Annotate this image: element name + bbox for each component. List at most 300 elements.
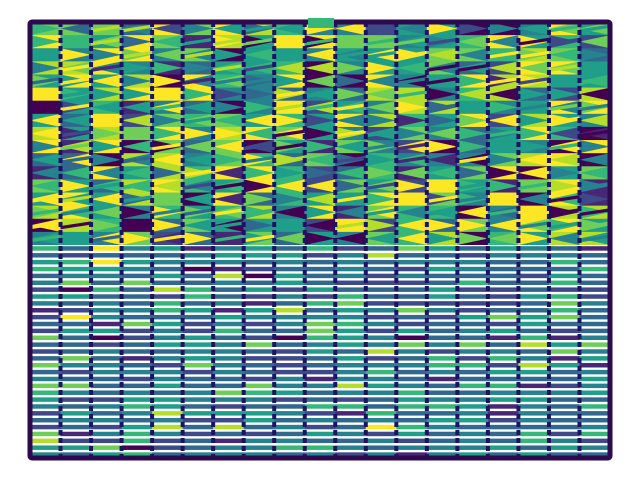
- mesh-bar: [366, 439, 397, 443]
- mesh-bar: [366, 253, 397, 257]
- mesh-bar: [61, 336, 92, 340]
- mesh-bar: [366, 363, 397, 367]
- mesh-bar: [30, 445, 61, 449]
- mesh-bar: [61, 308, 92, 312]
- mesh-bar: [488, 432, 519, 436]
- mesh-bar: [91, 445, 122, 449]
- mesh-bar: [366, 445, 397, 449]
- mesh-bar: [305, 287, 336, 291]
- mesh-bar: [183, 274, 214, 278]
- mesh-bar: [427, 397, 458, 401]
- mesh-bar: [335, 384, 366, 388]
- mesh-bar: [122, 404, 153, 408]
- mesh-bar: [518, 425, 549, 429]
- mesh-bar: [457, 445, 488, 449]
- mesh-bar: [396, 418, 427, 422]
- mesh-bar: [244, 432, 275, 436]
- mesh-bar: [183, 439, 214, 443]
- mesh-bar: [61, 425, 92, 429]
- mesh-bar: [335, 356, 366, 360]
- mesh-bar: [457, 356, 488, 360]
- mesh-bar: [488, 439, 519, 443]
- mesh-bar: [488, 246, 519, 250]
- mesh-bar: [488, 287, 519, 291]
- mesh-bar: [457, 377, 488, 381]
- mesh-bar: [335, 267, 366, 271]
- mesh-bar: [213, 432, 244, 436]
- mesh-bar: [183, 445, 214, 449]
- mesh-bar: [30, 384, 61, 388]
- mesh-bar: [457, 384, 488, 388]
- mesh-bar: [122, 246, 153, 250]
- mesh-bar: [549, 329, 580, 333]
- mesh-bar: [427, 267, 458, 271]
- mesh-bar: [30, 308, 61, 312]
- mesh-bar: [30, 439, 61, 443]
- mesh-bar: [274, 342, 305, 346]
- mesh-bar: [488, 253, 519, 257]
- mesh-bar: [396, 404, 427, 408]
- mesh-bar: [457, 274, 488, 278]
- mesh-bar: [457, 287, 488, 291]
- mesh-bar: [579, 267, 610, 271]
- mesh-bar: [366, 267, 397, 271]
- mesh-bar: [366, 308, 397, 312]
- mesh-bar: [335, 445, 366, 449]
- mesh-bar: [183, 281, 214, 285]
- mesh-bar: [213, 425, 244, 429]
- mesh-bar: [518, 315, 549, 319]
- mesh-bar: [488, 301, 519, 305]
- mesh-bar: [244, 260, 275, 264]
- mesh-bar: [488, 315, 519, 319]
- mesh-bar: [274, 439, 305, 443]
- mesh-bar: [305, 267, 336, 271]
- mesh-bar: [274, 267, 305, 271]
- mesh-bar: [91, 390, 122, 394]
- mesh-bar: [30, 418, 61, 422]
- mesh-bar: [457, 281, 488, 285]
- mesh-bar: [183, 329, 214, 333]
- mesh-bar: [91, 301, 122, 305]
- mesh-bar: [30, 342, 61, 346]
- mesh-bar: [213, 445, 244, 449]
- mesh-bar: [30, 397, 61, 401]
- mesh-bar: [152, 377, 183, 381]
- mesh-bar: [244, 397, 275, 401]
- mesh-bar: [549, 274, 580, 278]
- mesh-bar: [274, 274, 305, 278]
- mesh-bar: [122, 260, 153, 264]
- mesh-bar: [91, 246, 122, 250]
- mesh-bar: [396, 370, 427, 374]
- mesh-bar: [305, 418, 336, 422]
- mesh-bar: [122, 253, 153, 257]
- mesh-bar: [457, 349, 488, 353]
- mesh-bar: [305, 363, 336, 367]
- mesh-bar: [579, 260, 610, 264]
- mesh-bar: [122, 315, 153, 319]
- mesh-bar: [579, 439, 610, 443]
- mesh-bar: [518, 370, 549, 374]
- mesh-bar: [305, 253, 336, 257]
- mesh-bar: [427, 432, 458, 436]
- mesh-bar: [91, 370, 122, 374]
- mesh-bar: [274, 322, 305, 326]
- mesh-bar: [457, 439, 488, 443]
- mesh-bar: [335, 253, 366, 257]
- mesh-bar: [152, 349, 183, 353]
- mesh-bar: [335, 397, 366, 401]
- mesh-bar: [518, 349, 549, 353]
- mesh-bar: [579, 315, 610, 319]
- mesh-bar: [61, 287, 92, 291]
- mesh-bar: [457, 411, 488, 415]
- mesh-bar: [518, 432, 549, 436]
- mesh-bar: [152, 390, 183, 394]
- mesh-bar: [396, 294, 427, 298]
- mesh-bar: [427, 294, 458, 298]
- mesh-bar: [61, 315, 92, 319]
- mesh-bar: [518, 260, 549, 264]
- mesh-bar: [396, 445, 427, 449]
- mesh-bar: [518, 301, 549, 305]
- mesh-bar: [549, 294, 580, 298]
- mesh-bar: [274, 425, 305, 429]
- mesh-bar: [488, 274, 519, 278]
- mesh-bar: [244, 322, 275, 326]
- mesh-bar: [427, 384, 458, 388]
- mesh-bar: [91, 336, 122, 340]
- mesh-bar: [183, 363, 214, 367]
- mesh-bar: [427, 281, 458, 285]
- mesh-bar: [335, 315, 366, 319]
- mesh-bar: [396, 274, 427, 278]
- mesh-bar: [91, 363, 122, 367]
- mesh-bar: [427, 274, 458, 278]
- mesh-bar: [91, 274, 122, 278]
- mesh-bar: [274, 294, 305, 298]
- mesh-bar: [305, 384, 336, 388]
- mesh-bar: [427, 411, 458, 415]
- mesh-bar: [549, 287, 580, 291]
- mesh-bar: [244, 281, 275, 285]
- mesh-bar: [274, 301, 305, 305]
- mesh-bar: [488, 329, 519, 333]
- mesh-bar: [61, 274, 92, 278]
- mesh-bar: [152, 445, 183, 449]
- mesh-bar: [183, 308, 214, 312]
- mesh-bar: [488, 267, 519, 271]
- mesh-bar: [183, 377, 214, 381]
- mesh-bar: [91, 384, 122, 388]
- mesh-bar: [91, 425, 122, 429]
- mesh-bar: [30, 425, 61, 429]
- mesh-bar: [152, 404, 183, 408]
- mesh-bar: [244, 411, 275, 415]
- mesh-bar: [183, 267, 214, 271]
- mesh-bar: [579, 370, 610, 374]
- mesh-bar: [122, 336, 153, 340]
- mesh-bar: [183, 404, 214, 408]
- mesh-bar: [396, 439, 427, 443]
- mesh-bar: [30, 246, 61, 250]
- mesh-bar: [305, 315, 336, 319]
- mesh-bar: [122, 349, 153, 353]
- mesh-bar: [91, 349, 122, 353]
- mesh-bar: [335, 287, 366, 291]
- mesh-bar: [366, 425, 397, 429]
- mesh-bar: [488, 363, 519, 367]
- mesh-bar: [61, 349, 92, 353]
- mesh-bar: [335, 329, 366, 333]
- mesh-bar: [488, 342, 519, 346]
- mesh-bar: [396, 281, 427, 285]
- mesh-bar: [427, 329, 458, 333]
- mesh-bar: [213, 363, 244, 367]
- mesh-bar: [549, 418, 580, 422]
- mesh-bar: [91, 356, 122, 360]
- mesh-bar: [183, 301, 214, 305]
- mesh-bar: [122, 432, 153, 436]
- mesh-bar: [366, 349, 397, 353]
- mesh-bar: [30, 356, 61, 360]
- mesh-bar: [549, 363, 580, 367]
- mesh-bar: [213, 274, 244, 278]
- mesh-bar: [61, 301, 92, 305]
- mesh-bar: [152, 322, 183, 326]
- mesh-bar: [579, 432, 610, 436]
- mesh-bar: [244, 404, 275, 408]
- mesh-bar: [549, 432, 580, 436]
- mesh-bar: [549, 411, 580, 415]
- mesh-bar: [91, 342, 122, 346]
- mesh-bar: [396, 363, 427, 367]
- mesh-bar: [579, 287, 610, 291]
- mesh-bar: [549, 404, 580, 408]
- mesh-bar: [244, 356, 275, 360]
- mesh-bar: [244, 425, 275, 429]
- mesh-bar: [152, 281, 183, 285]
- mesh-bar: [488, 445, 519, 449]
- mesh-bar: [457, 253, 488, 257]
- mesh-bar: [61, 294, 92, 298]
- mesh-bar: [549, 253, 580, 257]
- mesh-bar: [274, 356, 305, 360]
- mesh-bar: [366, 281, 397, 285]
- mesh-bar: [213, 294, 244, 298]
- mesh-bar: [274, 336, 305, 340]
- mesh-bar: [274, 349, 305, 353]
- mesh-bar: [30, 390, 61, 394]
- mesh-bar: [213, 336, 244, 340]
- mesh-bar: [396, 384, 427, 388]
- mesh-bar: [518, 329, 549, 333]
- mesh-bar: [213, 260, 244, 264]
- mesh-bar: [122, 356, 153, 360]
- mesh-bar: [335, 418, 366, 422]
- mesh-bar: [427, 336, 458, 340]
- mesh-bar: [274, 390, 305, 394]
- mesh-bar: [305, 260, 336, 264]
- mesh-bar: [305, 342, 336, 346]
- mesh-bar: [152, 425, 183, 429]
- mesh-bar: [335, 404, 366, 408]
- mesh-bar: [427, 404, 458, 408]
- mesh-bar: [152, 329, 183, 333]
- mesh-bar: [122, 267, 153, 271]
- mesh-bar: [335, 301, 366, 305]
- mesh-bar: [244, 246, 275, 250]
- mesh-bar: [457, 294, 488, 298]
- mesh-bar: [549, 308, 580, 312]
- mesh-bar: [396, 356, 427, 360]
- mesh-bar: [366, 301, 397, 305]
- mesh-bar: [213, 322, 244, 326]
- mesh-bar: [427, 425, 458, 429]
- mesh-bar: [30, 301, 61, 305]
- mesh-bar: [549, 356, 580, 360]
- mesh-bar: [122, 342, 153, 346]
- mesh-bar: [61, 253, 92, 257]
- mesh-bar: [396, 425, 427, 429]
- mesh-bar: [305, 301, 336, 305]
- mesh-bar: [427, 439, 458, 443]
- mesh-bar: [305, 246, 336, 250]
- mesh-bar: [152, 418, 183, 422]
- mesh-bar: [244, 308, 275, 312]
- mesh-bar: [457, 404, 488, 408]
- mesh-bar: [396, 397, 427, 401]
- mesh-bar: [427, 370, 458, 374]
- mesh-bar: [579, 342, 610, 346]
- mesh-bar: [91, 377, 122, 381]
- mesh-bar: [457, 390, 488, 394]
- mesh-bar: [152, 397, 183, 401]
- mesh-bar: [152, 411, 183, 415]
- mesh-bar: [579, 329, 610, 333]
- mesh-bar: [91, 287, 122, 291]
- mesh-bar: [396, 253, 427, 257]
- mesh-bar: [518, 294, 549, 298]
- mesh-bar: [152, 287, 183, 291]
- mesh-bar: [427, 246, 458, 250]
- mesh-bar: [274, 418, 305, 422]
- mesh-bar: [518, 390, 549, 394]
- mesh-bar: [244, 370, 275, 374]
- mesh-bar: [549, 301, 580, 305]
- mesh-bar: [518, 363, 549, 367]
- mesh-bar: [549, 246, 580, 250]
- mesh-bar: [396, 315, 427, 319]
- mesh-bar: [579, 418, 610, 422]
- mesh-bar: [396, 336, 427, 340]
- mesh-bar: [244, 336, 275, 340]
- mesh-bar: [366, 377, 397, 381]
- mesh-bar: [366, 294, 397, 298]
- mesh-bar: [366, 390, 397, 394]
- mesh-bar: [183, 384, 214, 388]
- mesh-bar: [427, 308, 458, 312]
- mesh-bar: [152, 294, 183, 298]
- mesh-bar: [274, 370, 305, 374]
- mesh-bar: [91, 397, 122, 401]
- mesh-bar: [122, 294, 153, 298]
- mesh-bar: [122, 370, 153, 374]
- mesh-bar: [274, 411, 305, 415]
- mesh-bar: [457, 363, 488, 367]
- mesh-bar: [30, 315, 61, 319]
- mesh-bar: [213, 287, 244, 291]
- mesh-bar: [213, 390, 244, 394]
- mesh-bar: [366, 246, 397, 250]
- mesh-bar: [457, 322, 488, 326]
- mesh-bar: [244, 253, 275, 257]
- mesh-bar: [244, 267, 275, 271]
- mesh-bar: [427, 390, 458, 394]
- mesh-bar: [488, 411, 519, 415]
- mesh-bar: [183, 315, 214, 319]
- mesh-bar: [457, 370, 488, 374]
- mesh-bar: [549, 349, 580, 353]
- mesh-bar: [122, 329, 153, 333]
- mesh-bar: [305, 377, 336, 381]
- mesh-bar: [335, 322, 366, 326]
- mesh-bar: [122, 308, 153, 312]
- mesh-bar: [366, 356, 397, 360]
- mesh-bar: [274, 253, 305, 257]
- mesh-bar: [427, 315, 458, 319]
- mesh-bar: [427, 253, 458, 257]
- mesh-bar: [518, 253, 549, 257]
- mesh-bar: [183, 246, 214, 250]
- mesh-bar: [213, 411, 244, 415]
- mesh-bar: [274, 445, 305, 449]
- mesh-bar: [122, 281, 153, 285]
- mesh-bar: [91, 404, 122, 408]
- mesh-bar: [61, 246, 92, 250]
- mesh-bar: [213, 404, 244, 408]
- mesh-bar: [244, 390, 275, 394]
- mesh-bar: [183, 322, 214, 326]
- mesh-bar: [122, 411, 153, 415]
- mesh-bar: [91, 260, 122, 264]
- mesh-bar: [30, 432, 61, 436]
- mesh-bar: [183, 432, 214, 436]
- mesh-bar: [305, 411, 336, 415]
- mesh-bar: [579, 397, 610, 401]
- mesh-bar: [488, 390, 519, 394]
- mesh-bar: [61, 411, 92, 415]
- mesh-bar: [335, 370, 366, 374]
- mesh-bar: [61, 439, 92, 443]
- mesh-bar: [518, 287, 549, 291]
- mesh-bar: [61, 390, 92, 394]
- mesh-bar: [30, 253, 61, 257]
- mesh-bar: [427, 260, 458, 264]
- mesh-bar: [122, 418, 153, 422]
- mesh-bar: [396, 260, 427, 264]
- mesh-bar: [396, 246, 427, 250]
- mesh-bar: [30, 322, 61, 326]
- mesh-bar: [366, 287, 397, 291]
- mesh-bar: [579, 308, 610, 312]
- mesh-bar: [335, 342, 366, 346]
- mesh-bar: [366, 329, 397, 333]
- mesh-bar: [579, 363, 610, 367]
- mesh-bar: [274, 397, 305, 401]
- mesh-bar: [305, 349, 336, 353]
